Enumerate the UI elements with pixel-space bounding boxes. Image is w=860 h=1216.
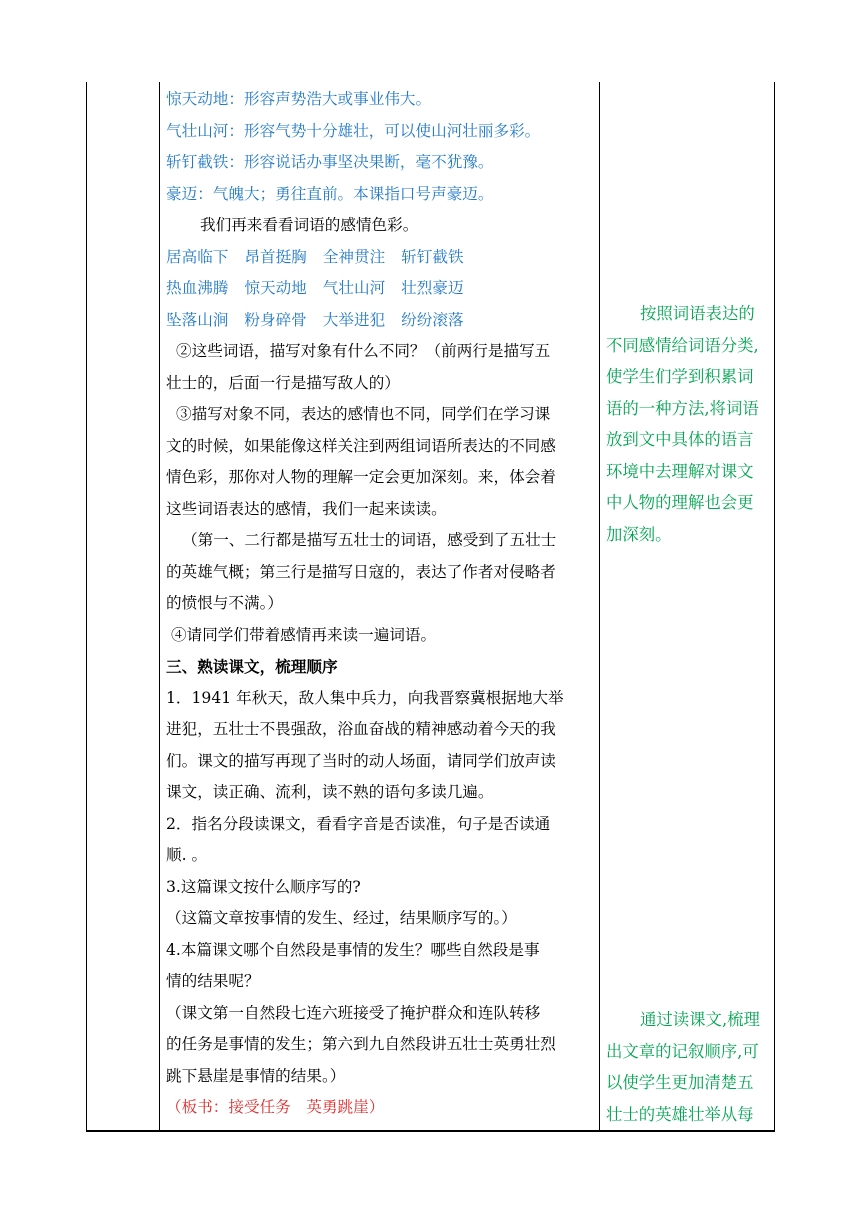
idiom-definition: 惊天动地：形容声势浩大或事业伟大。: [166, 90, 432, 108]
step-1-cont: 课文，读正确、流利，读不熟的语句多读几遍。: [166, 783, 494, 801]
step-1: 1．1941 年秋天，敌人集中兵力，向我晋察冀根据地大举: [166, 688, 564, 707]
design-note-2: 通过读课文,梳理 出文章的记叙顺序,可 以使学生更加清楚五 壮士的英雄壮举从每: [606, 1010, 760, 1124]
step-4-answer-cont: 的任务是事情的发生；第六到九自然段讲五壮士英勇壮烈: [166, 1035, 556, 1053]
step-3-answer: （这篇文章按事情的发生、经过，结果顺序写的。）: [166, 909, 517, 927]
word: 居高临下: [166, 247, 229, 266]
step-4: 4.本篇课文哪个自然段是事情的发生？哪些自然段是事: [166, 940, 540, 959]
section-heading: 三、熟读课文，梳理顺序: [166, 657, 338, 676]
question-3-cont: 情色彩，那你对人物的理解一定会更加深刻。来，体会着: [166, 468, 556, 486]
word: 大举进犯: [322, 310, 386, 329]
answer-text-cont: 的英雄气概；第三行是描写日寇的，表达了作者对侵略者: [166, 562, 556, 581]
word: 壮烈豪迈: [401, 279, 464, 297]
question-2-cont: 壮士的，后面一行是描写敌人的）: [166, 373, 400, 392]
idiom-definition: 气壮山河：形容气势十分雄壮，可以使山河壮丽多彩。: [166, 121, 541, 140]
step-4-answer-cont: 跳下悬崖是事情的结果。）: [166, 1066, 346, 1085]
word: 全神贯注: [322, 247, 386, 266]
word: 纷纷滚落: [401, 310, 464, 329]
table-border-bottom: [86, 1130, 775, 1132]
question-3-cont: 文的时候，如果能像这样关注到两组词语所表达的不同感: [166, 436, 556, 455]
word: 热血沸腾: [166, 279, 229, 297]
question-3: ③描写对象不同，表达的感情也不同，同学们在学习课: [176, 405, 551, 423]
table-border-left: [86, 82, 87, 1131]
answer-text-cont: 的愤恨与不满。）: [166, 594, 283, 612]
step-3: 3.这篇课文按什么顺序写的?: [166, 877, 361, 896]
question-4: ④请同学们带着感情再来读一遍词语。: [171, 625, 437, 644]
table-divider-2: [599, 82, 600, 1131]
question-2: ②这些词语，描写对象有什么不同？（前两行是描写五: [176, 342, 551, 360]
table-divider-1: [159, 82, 160, 1131]
emotion-intro: 我们再来看看词语的感情色彩。: [200, 216, 419, 234]
word: 昂首挺胸: [244, 247, 307, 266]
word-row: [166, 305, 598, 337]
word: 粉身碎骨: [244, 310, 307, 329]
word-row: [166, 242, 598, 274]
word: 气壮山河: [322, 279, 386, 297]
step-4-cont: 情的结果呢？: [166, 972, 260, 990]
step-2: 2．指名分段读课文，看看字音是否读准，句子是否读通: [166, 814, 551, 833]
idiom-definition: 豪迈：气魄大；勇往直前。本课指口号声豪迈。: [166, 184, 494, 203]
blackboard-note: （板书：接受任务 英勇跳崖）: [166, 1098, 385, 1116]
idiom-definition: 斩钉截铁：形容说话办事坚决果断，毫不犹豫。: [166, 153, 494, 171]
design-note-1: 按照词语表达的 不同感情给词语分类, 使学生们学到积累词 语的一种方法,将词语 放到文中具体的语言 环境中去理解对课文 中人物的理解也会更 加深刻。: [606, 304, 759, 544]
step-4-answer: （课文第一自然段七连六班接受了掩护群众和连队转移: [166, 1003, 541, 1022]
question-3-cont: 这些词语表达的感情，我们一起来读读。: [166, 499, 447, 518]
teaching-content-column: [166, 84, 598, 1124]
word: 惊天动地: [244, 279, 307, 297]
step-2-cont: 顺. 。: [166, 846, 208, 864]
step-1-cont: 们。课文的描写再现了当时的动人场面，请同学们放声读: [166, 751, 556, 770]
step-1-cont: 进犯，五壮士不畏强敌，浴血奋战的精神感动着今天的我: [166, 720, 556, 738]
word: 斩钉截铁: [401, 247, 464, 266]
table-border-right: [774, 82, 775, 1131]
word: 坠落山涧: [166, 310, 229, 329]
word-row: [166, 273, 598, 305]
answer-text: （第一、二行都是描写五壮士的词语，感受到了五壮士: [182, 531, 557, 549]
